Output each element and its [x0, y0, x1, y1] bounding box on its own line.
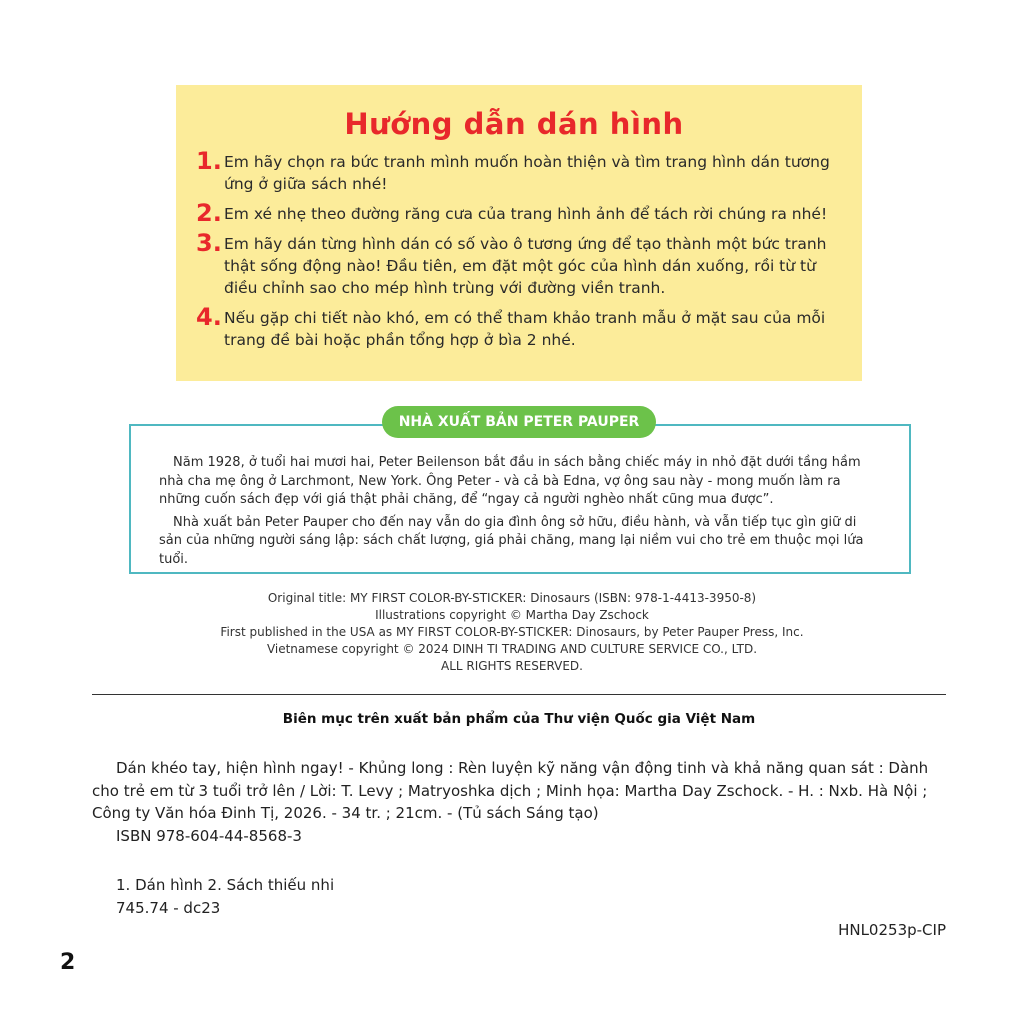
- copyright-block: [100, 590, 924, 675]
- step-text: Em xé nhẹ theo đường răng cưa của trang hình ảnh để tách rời chúng ra nhé!: [224, 205, 828, 223]
- copyright-line: Illustrations copyright © Martha Day Zschock: [375, 608, 649, 622]
- instruction-step-2: [196, 199, 832, 227]
- cip-isbn: ISBN 978-604-44-8568-3: [116, 826, 302, 845]
- publisher-paragraph-1: Năm 1928, ở tuổi hai mươi hai, Peter Beilenson bắt đầu in sách bằng chiếc máy in nhỏ đặt dưới tầng hầm nhà cha mẹ ông ở Larchmont, New York. Ông Peter - và cả bà Edna, vợ ông sau này - mong muốn làm ra những cuốn sách đẹp với giá thật phải chăng, để “ngay cả người nghèo nhất cũng mua được”.: [159, 455, 861, 507]
- copyright-line: Original title: MY FIRST COLOR-BY-STICKER: Dinosaurs (ISBN: 978-1-4413-3950-8): [267, 591, 757, 605]
- step-number: 4.: [196, 303, 222, 331]
- step-number: 2.: [196, 199, 222, 227]
- cip-classification: 745.74 - dc23: [116, 898, 221, 917]
- publisher-info-box: [129, 424, 911, 574]
- cip-heading: Biên mục trên xuất bản phẩm của Thư viện Quốc gia Việt Nam: [282, 711, 756, 727]
- step-text: Em hãy dán từng hình dán có số vào ô tương ứng để tạo thành một bức tranh thật sống động nào! Đầu tiên, em đặt một góc của hình dán xuống, rồi từ từ điều chỉnh sao cho mép hình trùng với đường viền tranh.: [224, 235, 827, 297]
- cip-record-text: Dán khéo tay, hiện hình ngay! - Khủng long : Rèn luyện kỹ năng vận động tinh và khả năng quan sát : Dành cho trẻ em từ 3 tuổi trở lên / Lời: T. Levy ; Matryoshka dịch ; Minh họa: Martha Day Zschock. - H. : Nxb. Hà Nội ; Công ty Văn hóa Đinh Tị, 2026. - 34 tr. ; 21cm. - (Tủ sách Sáng tạo): [92, 759, 929, 822]
- page-number: 2: [60, 950, 76, 975]
- cip-code: HNL0253p-CIP: [838, 921, 946, 939]
- publisher-paragraph-2: Nhà xuất bản Peter Pauper cho đến nay vẫn do gia đình ông sở hữu, điều hành, và vẫn tiếp tục gìn giữ di sản của những người sáng lập: sách chất lượng, giá phải chăng, mang lại niềm vui cho trẻ em thuộc mọi lứa tuổi.: [159, 514, 864, 567]
- instructions-box: [176, 85, 862, 381]
- instruction-step-1: [196, 147, 832, 195]
- publisher-label-badge: NHÀ XUẤT BẢN PETER PAUPER: [382, 406, 656, 438]
- copyright-line: First published in the USA as MY FIRST COLOR-BY-STICKER: Dinosaurs, by Peter Pauper Press, Inc.: [220, 625, 804, 639]
- copyright-line: Vietnamese copyright © 2024 DINH TI TRADING AND CULTURE SERVICE CO., LTD.: [266, 642, 758, 656]
- instruction-step-3: [196, 229, 832, 299]
- divider-line: [92, 694, 946, 695]
- step-text: Em hãy chọn ra bức tranh mình muốn hoàn thiện và tìm trang hình dán tương ứng ở giữa sách nhé!: [224, 153, 830, 193]
- cip-subjects: 1. Dán hình 2. Sách thiếu nhi: [116, 876, 335, 894]
- cip-subjects-block: [116, 874, 334, 919]
- copyright-line: ALL RIGHTS RESERVED.: [440, 659, 583, 673]
- cip-record: [92, 757, 946, 847]
- step-text: Nếu gặp chi tiết nào khó, em có thể tham khảo tranh mẫu ở mặt sau của mỗi trang đề bài hoặc phần tổng hợp ở bìa 2 nhé.: [224, 309, 826, 349]
- instruction-step-4: [196, 303, 832, 351]
- step-number: 3.: [196, 229, 222, 257]
- step-number: 1.: [196, 147, 222, 175]
- instructions-title: Hướng dẫn dán hình: [344, 107, 684, 141]
